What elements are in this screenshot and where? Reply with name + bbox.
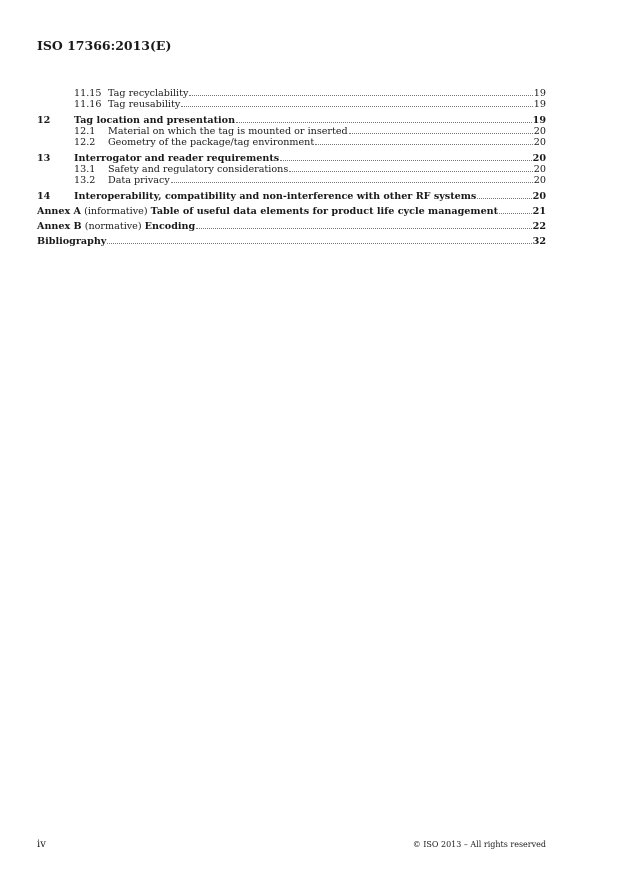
toc-entry-title: Geometry of the package/tag environment	[108, 137, 315, 148]
toc-entry-page: 21	[532, 206, 546, 217]
toc-entry-page: 19	[532, 115, 546, 126]
toc-entry-page: 20	[532, 191, 546, 202]
dot-leader	[289, 170, 533, 172]
toc-entry-main[interactable]	[37, 153, 546, 164]
document-header: ISO 17366:2013(E)	[37, 38, 172, 53]
annex-label: Annex A	[37, 206, 82, 217]
toc-entry-number: 12.2	[74, 137, 96, 148]
toc-entry[interactable]	[74, 88, 546, 99]
toc-entry-page: 32	[532, 236, 546, 247]
annex-label: Annex B	[37, 221, 82, 232]
toc-entry[interactable]	[74, 175, 546, 186]
toc-entry[interactable]	[74, 164, 546, 175]
dot-leader	[280, 159, 531, 161]
dot-leader	[236, 121, 532, 123]
toc-entry-main[interactable]	[37, 115, 546, 126]
toc-annex-b[interactable]	[37, 221, 546, 232]
toc-entry[interactable]	[74, 126, 546, 137]
toc-entry[interactable]	[74, 137, 546, 148]
dot-leader	[196, 227, 531, 229]
toc-entry-page: 19	[533, 88, 546, 99]
toc-entry-page: 20	[533, 137, 546, 148]
toc-entry-title: Material on which the tag is mounted or inserted	[108, 126, 348, 137]
toc-entry-title: Data privacy	[108, 175, 170, 186]
toc-entry-number: 13	[37, 153, 51, 164]
toc-entry-page: 22	[532, 221, 546, 232]
toc-entry-number: 13.2	[74, 175, 96, 186]
dot-leader	[315, 143, 533, 145]
toc-annex-title	[37, 206, 498, 217]
toc-entry-title: Bibliography	[37, 236, 107, 247]
toc-annex-a[interactable]	[37, 206, 546, 217]
toc-entry-number: 12	[37, 115, 51, 126]
toc-entry-title: Interrogator and reader requirements	[74, 153, 280, 164]
annex-kind: (normative)	[84, 221, 142, 232]
annex-kind: (informative)	[84, 206, 148, 217]
dot-leader	[349, 132, 533, 134]
toc-entry-main[interactable]	[37, 191, 546, 202]
dot-leader	[181, 105, 533, 107]
toc-entry-number: 11.16	[74, 99, 102, 110]
dot-leader	[171, 181, 533, 183]
annex-title: Encoding	[144, 221, 196, 232]
toc-annex-title	[37, 221, 195, 232]
toc-entry-page: 20	[533, 126, 546, 137]
copyright-notice: © ISO 2013 – All rights reserved	[412, 840, 546, 849]
page-number: iv	[37, 839, 46, 850]
dot-leader	[107, 242, 531, 244]
toc-entry[interactable]	[74, 99, 546, 110]
dot-leader	[499, 212, 532, 214]
toc-entry-number: 11.15	[74, 88, 102, 99]
toc-bibliography[interactable]	[37, 236, 546, 247]
dot-leader	[477, 197, 531, 199]
toc-entry-title: Interoperability, compatibility and non-interference with other RF systems	[74, 191, 477, 202]
table-of-contents	[37, 88, 546, 247]
toc-entry-title: Tag reusability	[108, 99, 181, 110]
dot-leader	[189, 94, 532, 96]
toc-entry-title: Tag recyclability	[108, 88, 189, 99]
toc-entry-page: 19	[533, 99, 546, 110]
toc-entry-number: 13.1	[74, 164, 96, 175]
toc-entry-number: 14	[37, 191, 51, 202]
toc-entry-title: Tag location and presentation	[74, 115, 236, 126]
toc-entry-page: 20	[532, 153, 546, 164]
toc-entry-title: Safety and regulatory considerations	[108, 164, 289, 175]
annex-title: Table of useful data elements for product life cycle management	[150, 206, 499, 217]
toc-entry-number: 12.1	[74, 126, 96, 137]
toc-entry-page: 20	[533, 164, 546, 175]
toc-entry-page: 20	[533, 175, 546, 186]
